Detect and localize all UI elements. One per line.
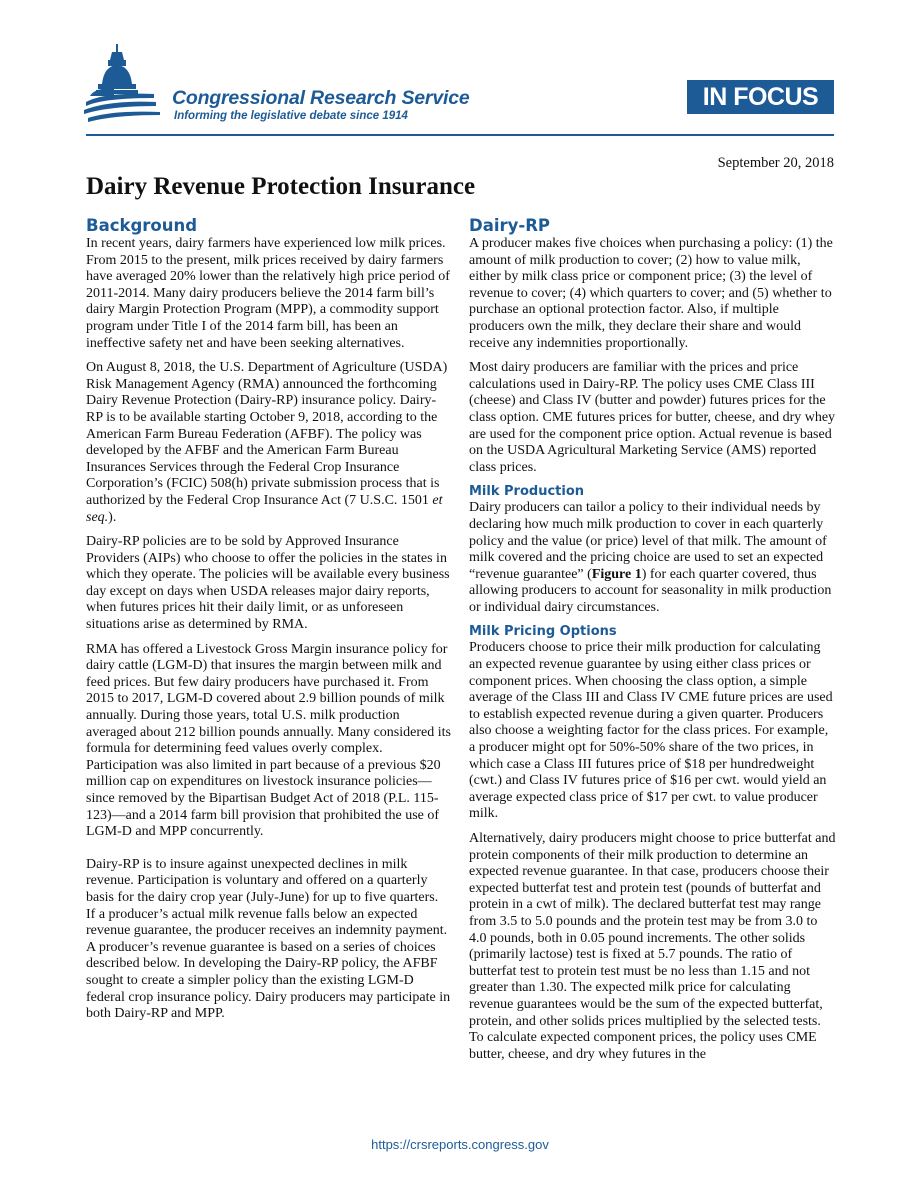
org-name: Congressional Research Service bbox=[172, 87, 470, 109]
paragraph: Most dairy producers are familiar with the prices and price calculations used in Dairy-RP. The policy uses CME Class III (cheese) and Class IV (butter and powder) futures prices for the class option. CME futures prices for butter, cheese, and dry whey are used for the component price option. Actual revenue is based on the USDA Agricultural Marketing Service (AMS) reported class prices. bbox=[469, 360, 836, 475]
paragraph-text: On August 8, 2018, the U.S. Department of Agriculture (USDA) Risk Management Agency (RMA) announced the forthcoming Dairy Revenue Protection (Dairy-RP) insurance policy. Dairy-RP is to be available starting October 9, 2018, according to the American Farm Bureau Federation (AFBF). The policy was developed by the AFBF and the American Farm Bureau Insurances Services through the Federal Crop Insurance Corporation’s (FCIC) 508(h) private submission process that is authorized by the Federal Crop Insurance Act (7 U.S.C. 1501 bbox=[86, 360, 448, 508]
figure-reference: Figure 1 bbox=[591, 566, 642, 582]
paragraph: Dairy-RP policies are to be sold by Approved Insurance Providers (AIPs) who choose to offer the policies in the states in which they operate. The policies will be available every business day except on days when USDA releases major dairy reports, when futures prices hit their daily limit, or as unforeseen situations arise as determined by RMA. bbox=[86, 534, 450, 633]
subheading-milk-production: Milk Production bbox=[469, 484, 585, 500]
paragraph-text: Dairy producers can tailor a policy to their individual needs by declaring how much milk production to cover in each quarterly policy and the value (or price) level of that milk. The amount of milk covered and the pricing choice are used to set an expected “revenue guarantee” ( bbox=[469, 500, 827, 582]
paragraph bbox=[469, 500, 836, 616]
header-divider bbox=[86, 134, 834, 136]
paragraph: In recent years, dairy farmers have experienced low milk prices. From 2015 to the present, milk prices received by dairy farmers have averaged 20% lower than the relatively high price period of 2011-2014. Many dairy producers believe the 2014 farm bill’s dairy Margin Protection Program (MPP), a commodity support program under Title I of the 2014 farm bill, has been an ineffective safety net and have been seeking alternatives. bbox=[86, 236, 450, 351]
paragraph: Producers choose to price their milk production for calculating an expected revenue guarantee by using either class prices or component prices. When choosing the class option, a simple average of the Class III and Class IV CME future prices are used to establish expected revenue during a given quarter. Producers also choose a weighting factor for the class prices. For example, a producer might opt for 50%-50% share of the two prices, in which case a Class III futures price of $18 per hundredweight (cwt.) and Class IV futures price of $16 per cwt. would yield an average expected class price of $17 per cwt. to value producer milk. bbox=[469, 640, 833, 822]
paragraph: RMA has offered a Livestock Gross Margin insurance policy for dairy cattle (LGM-D) that insures the margin between milk and feed prices. But few dairy producers have purchased it. From 2015 to 2017, LGM-D covered about 2.9 billion pounds of milk annually. During those years, total U.S. milk production averaged about 212 billion pounds annually. Many considered its formula for determining feed values overly complex. Participation was also limited in part because of a previous $20 million cap on expenditures on livestock insurance policies—since removed by the Bipartisan Budget Act of 2018 (P.L. 115-123)—and a 2014 farm bill provision that prohibited the use of LGM-D and MPP concurrently. bbox=[86, 641, 451, 840]
paragraph: A producer makes five choices when purchasing a policy: (1) the amount of milk production to cover; (2) how to value milk, either by milk class price or component price; (3) the level of revenue to cover; (4) which quarters to cover; and (5) whether to purchase an optional protection factor. Also, if multiple producers own the milk, they declare their share and would receive any indemnities proportionally. bbox=[469, 236, 833, 351]
footer-url[interactable]: https://crsreports.congress.gov bbox=[371, 1137, 549, 1152]
paragraph bbox=[86, 360, 451, 526]
publication-date: September 20, 2018 bbox=[717, 155, 834, 171]
section-heading-dairy-rp: Dairy-RP bbox=[469, 216, 551, 235]
section-heading-background: Background bbox=[86, 216, 198, 235]
in-focus-badge: IN FOCUS bbox=[687, 80, 834, 114]
page-title: Dairy Revenue Protection Insurance bbox=[86, 173, 476, 200]
left-column bbox=[86, 216, 451, 1031]
org-tagline: Informing the legislative debate since 1914 bbox=[174, 110, 408, 122]
right-column bbox=[469, 216, 836, 1071]
paragraph: Alternatively, dairy producers might choose to price butterfat and protein components of their milk production to determine an expected revenue guarantee. In that case, producers choose their expected butterfat test and protein test (pounds of butterfat and protein in a cwt of milk). The declared butterfat test may range from 3.5 to 5.0 pounds and the protein test may be from 3.0 to 4.0 pounds, both in 0.05 pound increments. The other solids (primarily lactose) test is fixed at 5.7 pounds. The ratio of butterfat test to protein test must be no less than 1.15 and not greater than 1.30. The expected milk price for calculating revenue guarantees would be the sum of the expected butterfat, protein, and other solids prices multiplied by the selected tests. To calculate expected component prices, the policy uses CME butter, cheese, and dry whey futures in the bbox=[469, 831, 836, 1062]
paragraph-italic: et seq. bbox=[86, 492, 443, 525]
paragraph-text: ). bbox=[108, 509, 117, 525]
paragraph-text: ) for each quarter covered, thus allowing producers to account for seasonality in milk production or individual dairy circumstances. bbox=[469, 566, 832, 615]
paragraph: Dairy-RP is to insure against unexpected declines in milk revenue. Participation is voluntary and offered on a quarterly basis for the dairy crop year (July-June) for up to five quarters. If a producer’s actual milk revenue falls below an expected revenue guarantee, the producer receives an indemnity payment. A producer’s revenue guarantee is based on a series of choices described below. In developing the Dairy-RP policy, the AFBF sought to create a simpler policy than the existing LGM-D federal crop insurance policy. Dairy producers may participate in both Dairy-RP and MPP. bbox=[86, 856, 451, 1022]
subheading-milk-pricing-options: Milk Pricing Options bbox=[469, 624, 617, 640]
